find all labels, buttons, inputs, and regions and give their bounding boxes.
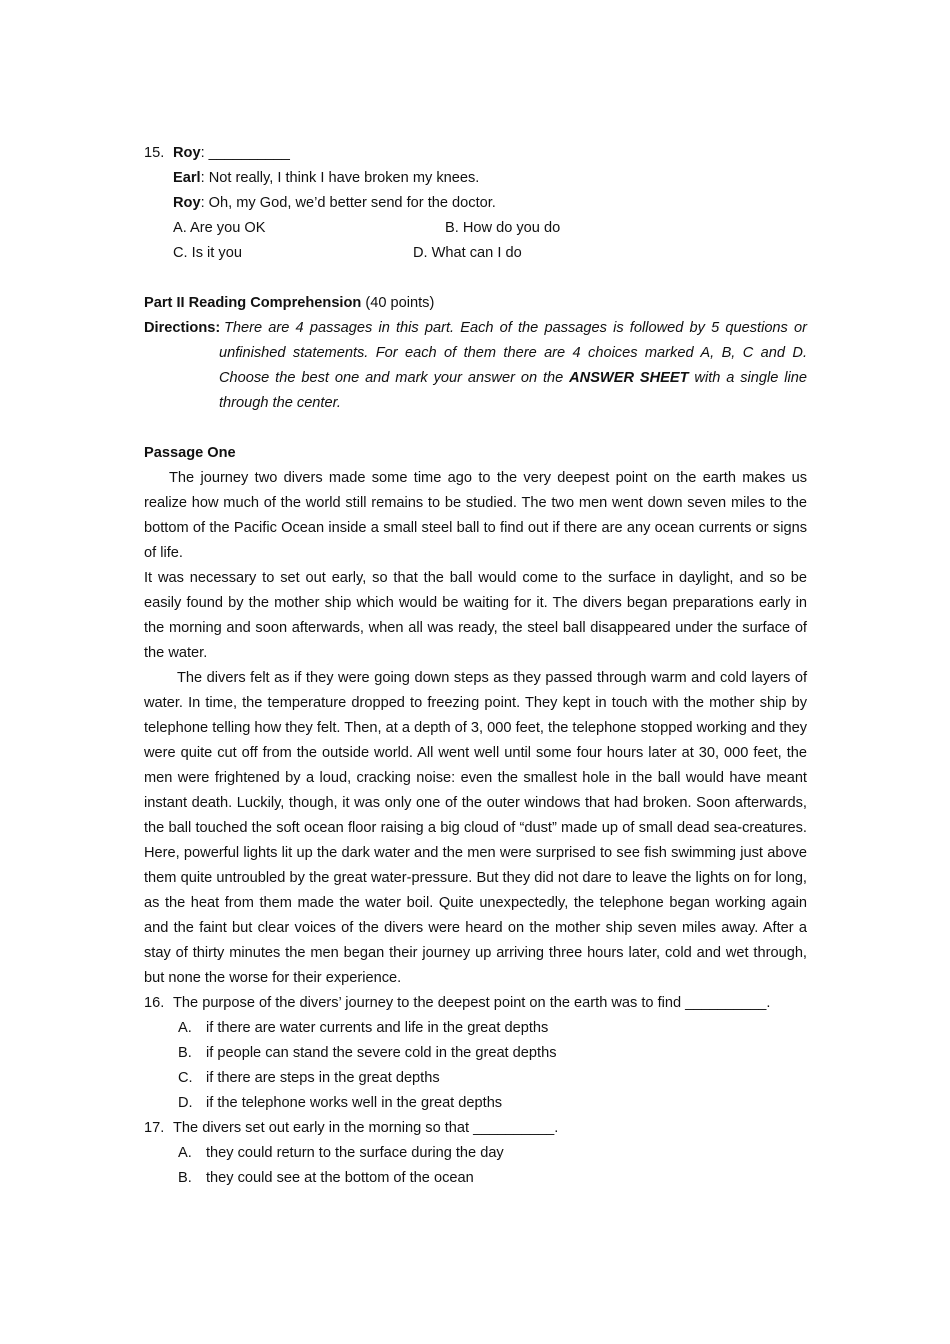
q16-option-b: B. if people can stand the severe cold in the great depths	[178, 1045, 557, 1061]
q15-earl-text: : Not really, I think I have broken my knees.	[200, 170, 480, 186]
part2-points: (40 points)	[361, 295, 435, 311]
passage-paragraph-2: It was necessary to set out early, so that the ball would come to the surface in daylight, and so be easily found by the mother ship which would be waiting for it. The divers began preparations early in the morning and soon afterwards, when all was ready, the steel ball disappeared under the surface of the water.	[144, 570, 807, 661]
q15-number: 15.	[144, 145, 165, 161]
directions-text: There are 4 passages in this part. Each of the passages is followed by 5 questions or unfinished statements. For each of them there are 4 choices marked A, B, C and D. Choose the best one and mark your answer on the ANSWER SHEET with a single line through the center.	[219, 320, 807, 411]
q15-options-ab	[144, 216, 807, 241]
q15-option-a: A. Are you OK	[173, 220, 266, 236]
q16-option-a: A. if there are water currents and life in the great depths	[178, 1020, 549, 1036]
speaker-earl: Earl	[173, 170, 201, 186]
passage-paragraph-3: The divers felt as if they were going down steps as they passed through warm and cold layers of water. In time, the temperature dropped to freezing point. They kept in touch with the mother ship by telephone telling how they felt. Then, at a depth of 3, 000 feet, the telephone stopped working and they were quite cut off from the outside world. All went well until some four hours later at 30, 000 feet, the men were frightened by a loud, cracking noise: even the smallest hole in the ball would have meant instant death. Luckily, though, it was only one of the outer windows that had broken. Soon afterwards, the ball touched the soft ocean floor raising a big cloud of “dust” made up of small dead sea-creatures. Here, powerful lights lit up the dark water and the men were surprised to see fish swimming just above them quite untroubled by the great water-pressure. But they did not dare to leave the lights on for long, as the heat from them made the water boil. Quite unexpectedly, the telephone began working again and the faint but clear voices of the divers were heard on the mother ship seven miles away. After a stay of thirty minutes the men began their journey up arriving three hours later, cold and wet through, but none the worse for their experience.	[144, 670, 807, 986]
q15-option-b: B. How do you do	[445, 220, 561, 236]
part2-title: Part II Reading Comprehension	[144, 295, 362, 311]
q15-line-earl	[144, 166, 807, 191]
q15-line-roy2	[144, 191, 807, 216]
q15-option-c: C. Is it you	[173, 245, 242, 261]
q15-options-cd	[144, 241, 807, 266]
passage-one-title: Passage One	[144, 445, 236, 461]
document-page	[144, 141, 807, 1191]
q17-stem-text: The divers set out early in the morning so that __________.	[173, 1120, 559, 1136]
q16-stem	[144, 991, 807, 1016]
speaker-roy: Roy	[173, 145, 201, 161]
q15-roy-text: : Oh, my God, we’d better send for the doctor.	[200, 195, 496, 211]
q16-option-c: C. if there are steps in the great depths	[178, 1070, 440, 1086]
directions	[144, 316, 807, 416]
answer-sheet-label: ANSWER SHEET	[569, 370, 689, 386]
q16-option-d: D. if the telephone works well in the great depths	[178, 1095, 503, 1111]
q15-roy-blank: : __________	[200, 145, 290, 161]
q17-option-b: B. they could see at the bottom of the ocean	[178, 1170, 474, 1186]
q15-option-d: D. What can I do	[413, 245, 522, 261]
q17-number: 17.	[144, 1120, 165, 1136]
q16-stem-text: The purpose of the divers’ journey to the deepest point on the earth was to find __________.	[173, 995, 771, 1011]
q17-option-a: A. they could return to the surface during the day	[178, 1145, 504, 1161]
q16-number: 16.	[144, 995, 165, 1011]
directions-label: Directions:	[144, 320, 221, 336]
part2-heading	[144, 291, 807, 316]
q17-stem	[144, 1116, 807, 1141]
speaker-roy-2: Roy	[173, 195, 201, 211]
passage-paragraph-1: The journey two divers made some time ago to the very deepest point on the earth makes us realize how much of the world still remains to be studied. The two men went down seven miles to the bottom of the Pacific Ocean inside a small steel ball to find out if there are any ocean currents or signs of life.	[144, 470, 807, 561]
q15-line-roy	[144, 141, 807, 166]
